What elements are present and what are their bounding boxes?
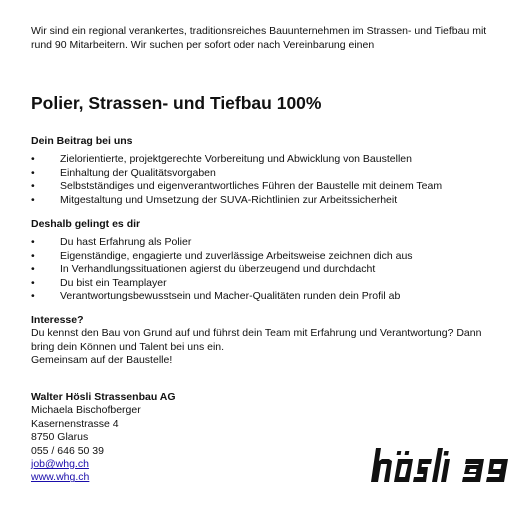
bullet: • xyxy=(31,180,35,192)
section-heading-skills: Deshalb gelingt es dir xyxy=(31,218,141,230)
intro-text: Wir sind ein regional verankertes, traditionsreiches Bauunternehmen im Strassen- und Tiefbau mit rund 90 Mitarbeitern. Wir suchen per sofort oder nach Vereinbarung einen xyxy=(31,25,487,51)
street-address: Kasernenstrasse 4 xyxy=(31,417,119,430)
interest-heading: Interesse? xyxy=(31,314,84,326)
bullet: • xyxy=(31,276,35,289)
company-name: Walter Hösli Strassenbau AG xyxy=(31,391,176,403)
skills-list xyxy=(31,236,501,304)
bullet: • xyxy=(31,166,35,179)
contact-person: Michaela Bischofberger xyxy=(31,404,141,417)
bullet: • xyxy=(31,153,35,165)
contact-block xyxy=(31,391,176,485)
contribution-list xyxy=(31,153,501,207)
bullet: • xyxy=(31,263,35,275)
list-item: • Eigenständige, engagierte und zuverlässige Arbeitsweise zeichnen dich aus xyxy=(31,249,413,262)
list-item: • Selbstständiges und eigenverantwortliches Führen der Baustelle mit deinem Team xyxy=(31,180,443,192)
bullet: • xyxy=(31,236,35,248)
list-item: • Einhaltung der Qualitätsvorgaben xyxy=(31,166,216,179)
website-link[interactable]: www.whg.ch xyxy=(31,471,90,484)
job-title: Polier, Strassen- und Tiefbau 100% xyxy=(31,93,322,113)
hoesli-ag-logo xyxy=(368,447,519,483)
bullet: • xyxy=(31,290,35,302)
interest-closing: Gemeinsam auf der Baustelle! xyxy=(31,354,173,366)
list-item: • Zielorientierte, projektgerechte Vorbereitung und Abwicklung von Baustellen xyxy=(31,153,412,165)
city: 8750 Glarus xyxy=(31,431,89,444)
section-heading-contribution: Dein Beitrag bei uns xyxy=(31,135,133,147)
phone-number: 055 / 646 50 39 xyxy=(31,444,104,457)
bullet: • xyxy=(31,249,35,262)
bullet: • xyxy=(31,193,35,206)
interest-text: Du kennst den Bau von Grund auf und führst dein Team mit Erfahrung und Verantwortung? Dann bring dein Können und Talent bei uns ein. xyxy=(31,327,482,353)
list-item: • Verantwortungsbewusstsein und Macher-Qualitäten runden dein Profil ab xyxy=(31,290,401,302)
list-item: • Du hast Erfahrung als Polier xyxy=(31,236,192,248)
email-link[interactable]: job@whg.ch xyxy=(31,458,89,471)
list-item: • Du bist ein Teamplayer xyxy=(31,276,167,289)
list-item: • Mitgestaltung und Umsetzung der SUVA-Richtlinien zur Arbeitssicherheit xyxy=(31,193,398,206)
list-item: • In Verhandlungssituationen agierst du überzeugend und durchdacht xyxy=(31,263,376,275)
logo-lettering xyxy=(371,448,508,482)
